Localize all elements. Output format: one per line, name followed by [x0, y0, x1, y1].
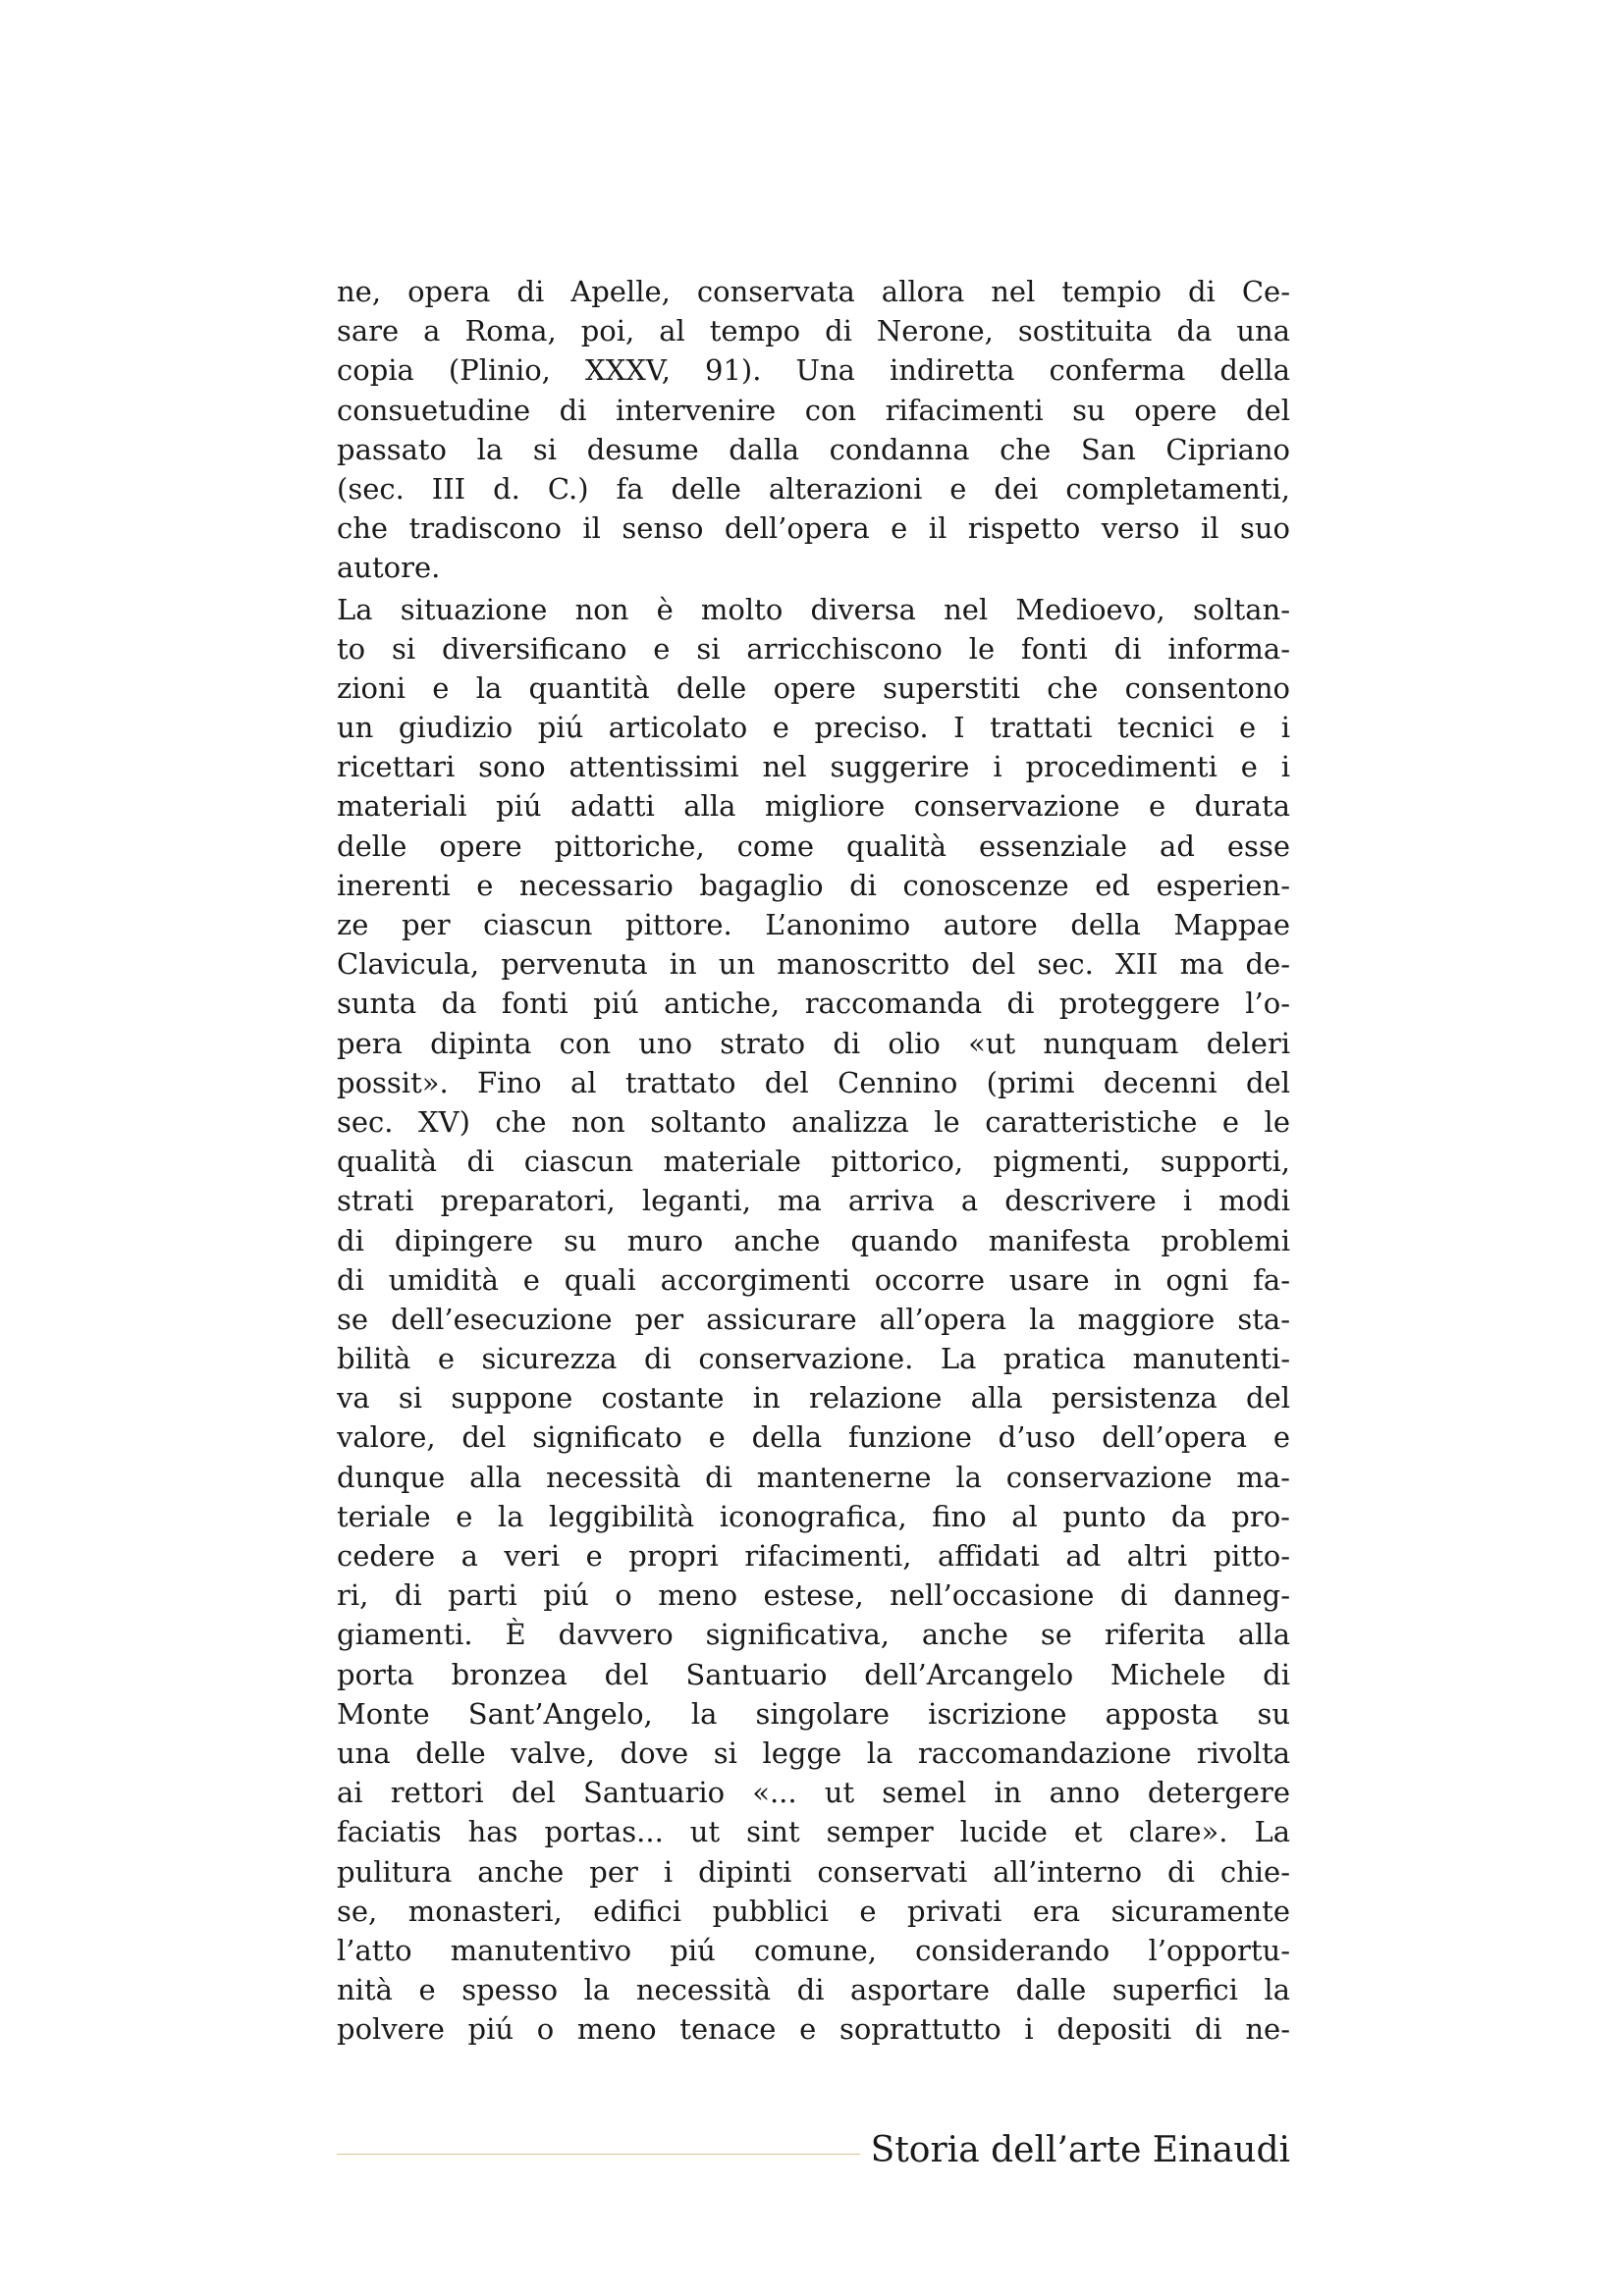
- text-line: una delle valve, dove si legge la raccomandazione rivolta: [337, 1735, 1290, 1770]
- text-line: faciatis has portas... ut sint semper lucide et clare». La: [337, 1815, 1290, 1849]
- text-line: ri, di parti piú o meno estese, nell’occasione di danneg-: [337, 1578, 1290, 1613]
- text-line: se dell’esecuzione per assicurare all’opera la maggiore sta-: [337, 1302, 1290, 1336]
- text-line: sare a Roma, poi, al tempo di Nerone, sostituita da una: [337, 314, 1290, 348]
- text-line: va si suppone costante in relazione alla persistenza del: [337, 1381, 1290, 1415]
- text-line: nità e spesso la necessità di asportare dalle superfici la: [337, 1973, 1290, 2007]
- text-line: sunta da fonti piú antiche, raccomanda di proteggere l’o-: [337, 987, 1290, 1021]
- text-line: ne, opera di Apelle, conservata allora nel tempio di Ce-: [337, 275, 1290, 308]
- text-line: porta bronzea del Santuario dell’Arcangelo Michele di: [337, 1657, 1290, 1691]
- text-line: teriale e la leggibilità iconografica, fino al punto da pro-: [337, 1499, 1290, 1533]
- text-line: consuetudine di intervenire con rifacimenti su opere del: [337, 393, 1290, 427]
- text-line: pulitura anche per i dipinti conservati all’interno di chie-: [337, 1854, 1290, 1889]
- text-line: ai rettori del Santuario «... ut semel in anno detergere: [337, 1776, 1290, 1810]
- text-line: qualità di ciascun materiale pittorico, pigmenti, supporti,: [337, 1145, 1290, 1179]
- footer-title: Storia dell’arte Einaudi: [870, 2130, 1290, 2170]
- text-line: Monte Sant’Angelo, la singolare iscrizione apposta su: [337, 1696, 1290, 1731]
- text-line: di dipingere su muro anche quando manifesta problemi: [337, 1223, 1290, 1257]
- text-line: di umidità e quali accorgimenti occorre usare in ogni fa-: [337, 1262, 1290, 1297]
- text-line: strati preparatori, leganti, ma arriva a descrivere i modi: [337, 1184, 1290, 1218]
- text-line: Clavicula, pervenuta in un manoscritto del sec. XII ma de-: [337, 947, 1290, 982]
- text-line: zioni e la quantità delle opere superstiti che consentono: [337, 670, 1290, 705]
- text-line: cedere a veri e propri rifacimenti, affidati ad altri pitto-: [337, 1539, 1290, 1573]
- text-line: bilità e sicurezza di conservazione. La pratica manutenti-: [337, 1342, 1290, 1376]
- text-line: pera dipinta con uno strato di olio «ut nunquam deleri: [337, 1026, 1290, 1060]
- text-line: che tradiscono il senso dell’opera e il rispetto verso il suo: [337, 511, 1290, 546]
- text-line: ricettari sono attentissimi nel suggerire i procedimenti e i: [337, 750, 1290, 784]
- text-line: giamenti. È davvero significativa, anche se riferita alla: [337, 1618, 1290, 1652]
- page-footer: [337, 2126, 1290, 2175]
- text-line: passato la si desume dalla condanna che San Cipriano: [337, 432, 1290, 466]
- text-line: sec. XV) che non soltanto analizza le caratteristiche e le: [337, 1104, 1290, 1139]
- footer-rule: [337, 2154, 860, 2155]
- text-line: l’atto manutentivo piú comune, considerando l’opportu-: [337, 1933, 1290, 1967]
- text-line: se, monasteri, edifici pubblici e privati era sicuramente: [337, 1894, 1290, 1928]
- text-line: un giudizio piú articolato e preciso. I trattati tecnici e i: [337, 711, 1290, 745]
- text-line: materiali piú adatti alla migliore conservazione e durata: [337, 789, 1290, 824]
- body-text: [337, 272, 1290, 2049]
- text-line: La situazione non è molto diversa nel Medioevo, soltan-: [337, 592, 1290, 626]
- text-line: ze per ciascun pittore. L’anonimo autore della Mappae: [337, 908, 1290, 941]
- text-line: delle opere pittoriche, come qualità essenziale ad esse: [337, 828, 1290, 863]
- text-line: inerenti e necessario bagaglio di conoscenze ed esperien-: [337, 868, 1290, 902]
- text-line: to si diversificano e si arricchiscono le fonti di informa-: [337, 631, 1290, 666]
- text-line: copia (Plinio, XXXV, 91). Una indiretta conferma della: [337, 353, 1290, 388]
- text-line: possit». Fino al trattato del Cennino (primi decenni del: [337, 1065, 1290, 1099]
- text-line: valore, del significato e della funzione d’uso dell’opera e: [337, 1420, 1290, 1455]
- text-line: (sec. III d. C.) fa delle alterazioni e dei completamenti,: [337, 471, 1290, 506]
- text-line: autore.: [337, 551, 441, 585]
- text-line: polvere piú o meno tenace e soprattutto i depositi di ne-: [337, 2012, 1290, 2047]
- text-line: dunque alla necessità di mantenerne la conservazione ma-: [337, 1460, 1290, 1494]
